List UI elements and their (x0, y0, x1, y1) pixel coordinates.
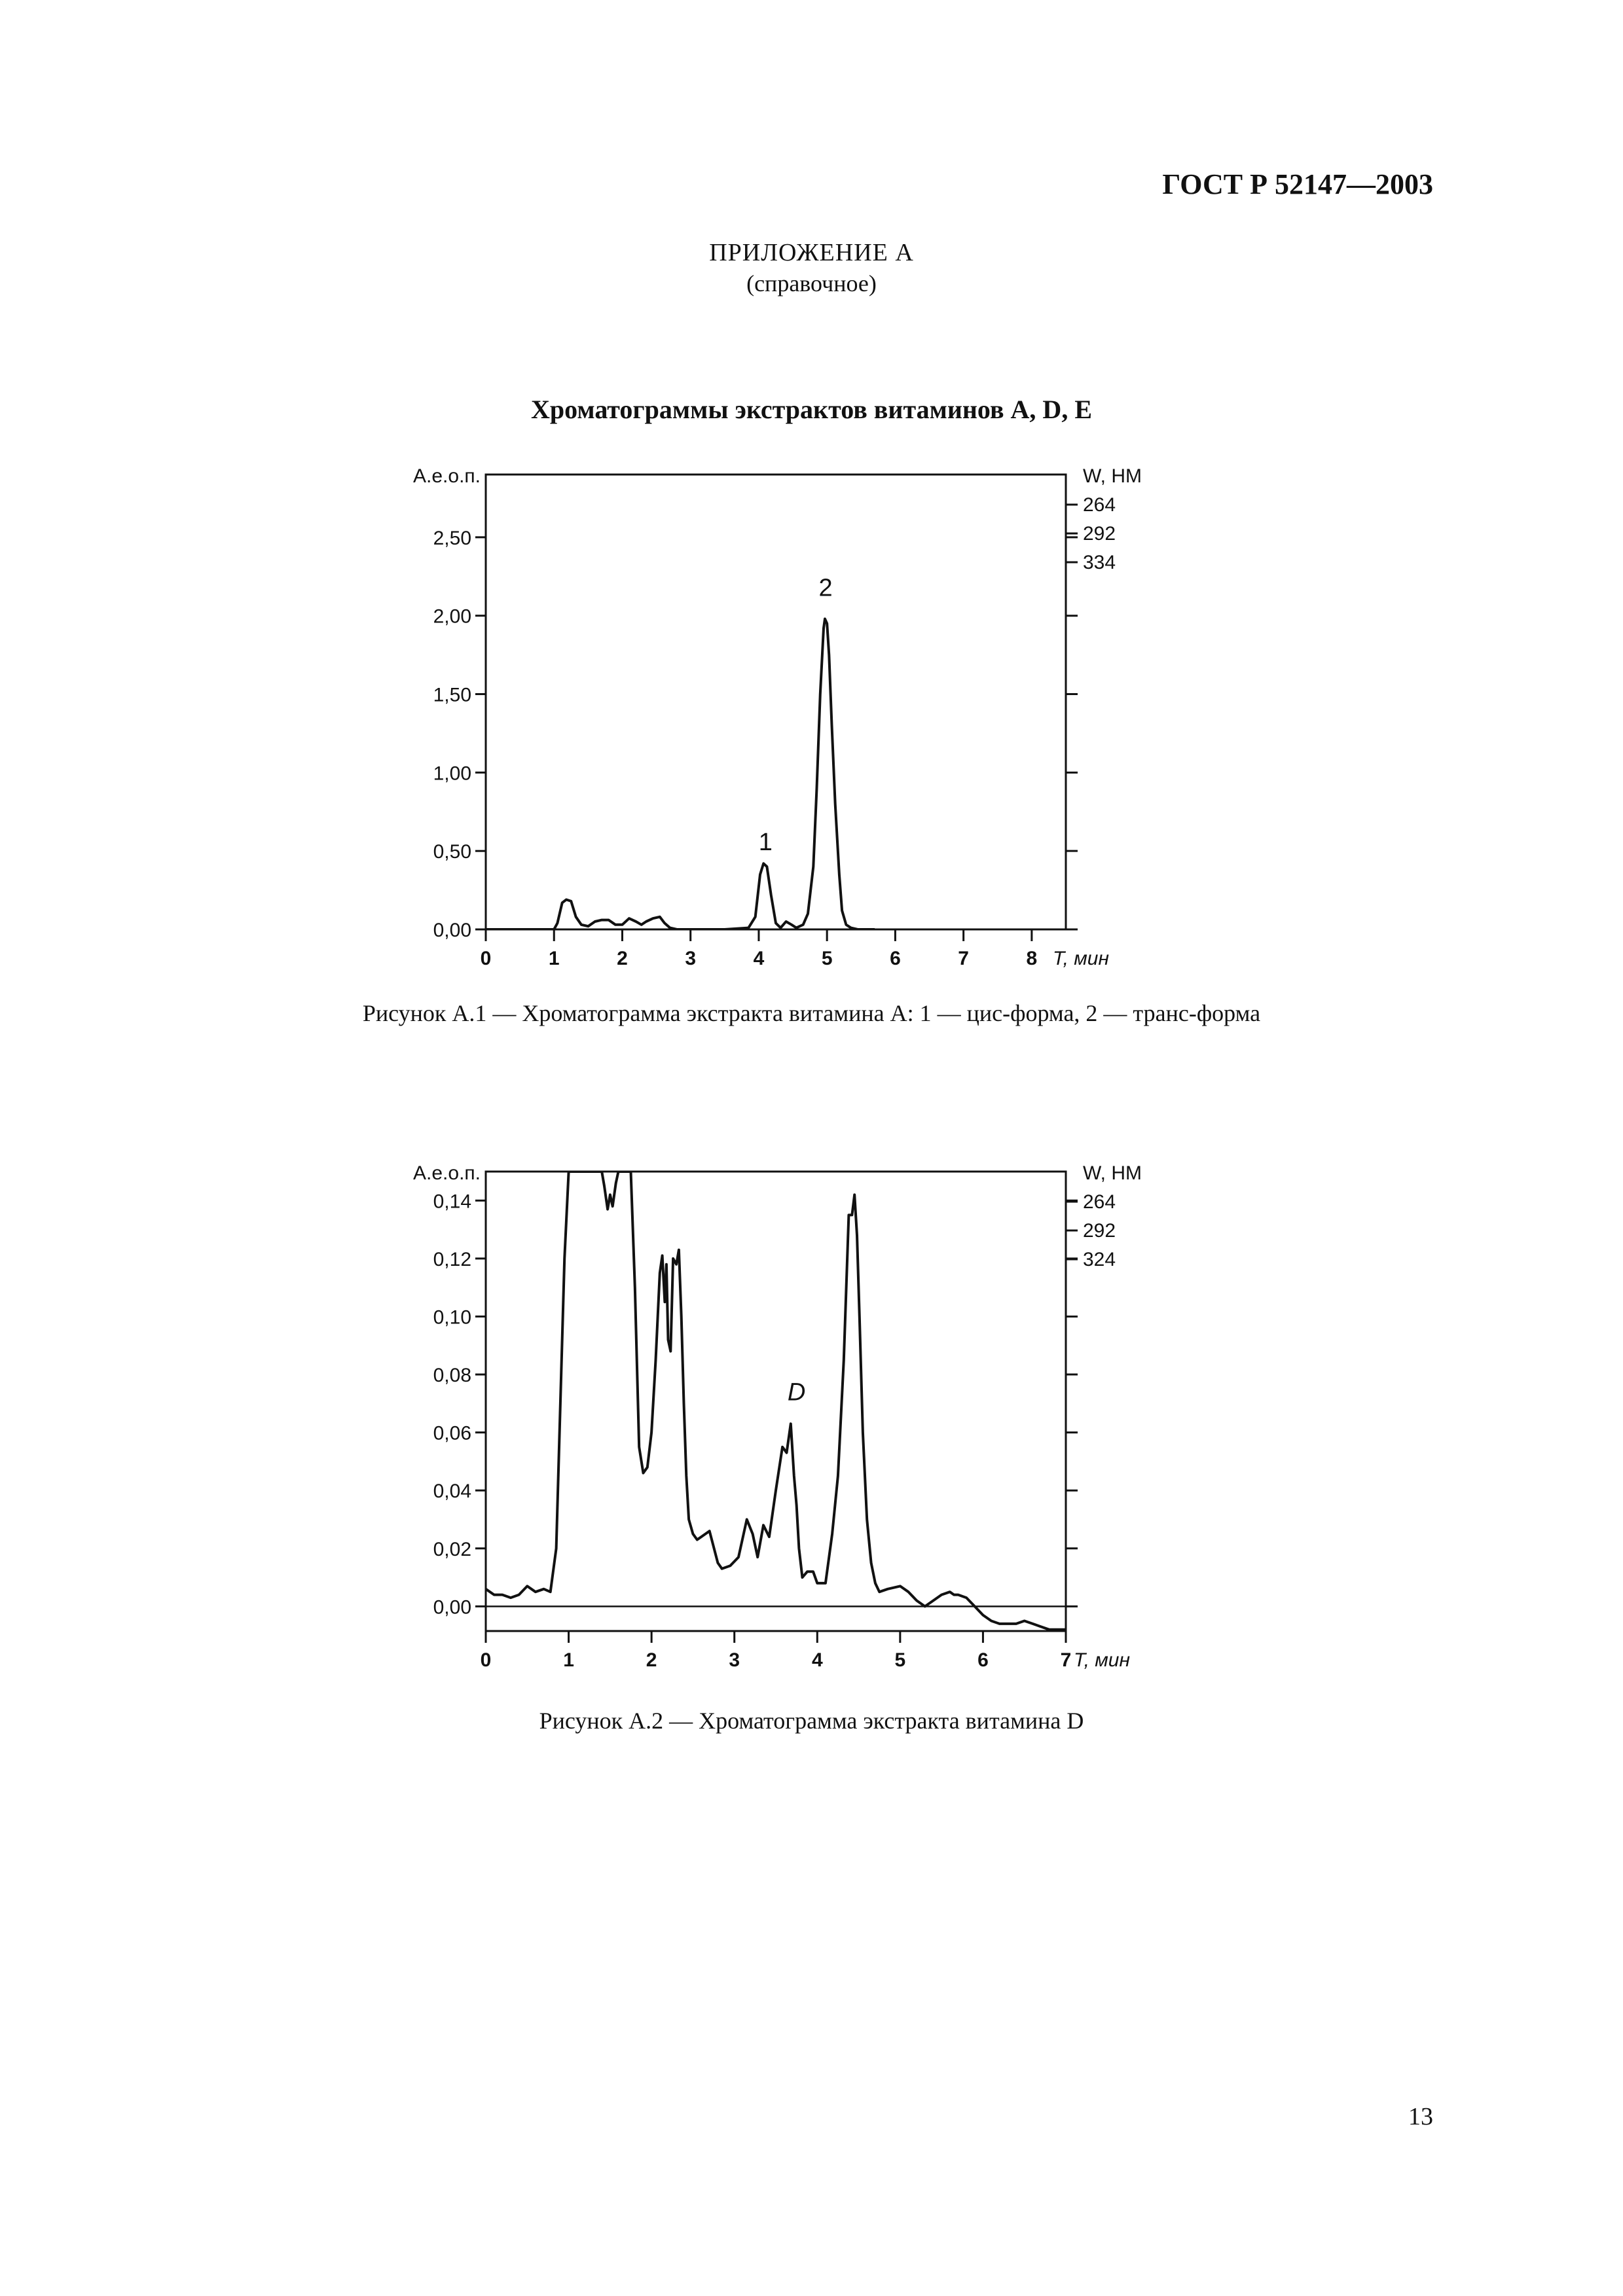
y-tick-label: 0,00 (433, 1596, 471, 1619)
plot-frame (486, 475, 1066, 929)
y-tick-label: 0,02 (433, 1538, 471, 1560)
x-tick-label: 1 (563, 1649, 574, 1671)
x-tick-label: 6 (977, 1649, 989, 1671)
section-title: Хроматограммы экстрактов витаминов A, D, E (531, 395, 1092, 424)
y-tick-label: 0,12 (433, 1248, 471, 1270)
y-axis-label: А.е.о.п. (413, 1162, 481, 1184)
standard-designation: ГОСТ Р 52147—2003 (1162, 168, 1433, 200)
x-axis-label: T, мин (1053, 948, 1110, 969)
x-tick-label: 5 (821, 948, 833, 969)
x-tick-label: 5 (894, 1649, 906, 1671)
right-axis-label: W, НМ (1083, 465, 1142, 487)
annex-title: ПРИЛОЖЕНИЕ А (709, 239, 914, 266)
y-axis-label: А.е.о.п. (413, 465, 481, 487)
x-tick-label: 2 (646, 1649, 657, 1671)
y-tick-label: 2,50 (433, 527, 471, 549)
x-tick-label: 4 (753, 948, 765, 969)
plot-frame (486, 1172, 1066, 1631)
x-tick-label: 4 (811, 1649, 823, 1671)
y-tick-label: 0,10 (433, 1306, 471, 1329)
chart-vitamin-a (0, 452, 1623, 988)
y-tick-label: 1,50 (433, 684, 471, 706)
x-tick-label: 7 (958, 948, 969, 969)
figure-a1-caption: Рисунок А.1 — Хроматограмма экстракта витамина А: 1 — цис-форма, 2 — транс-форма (362, 1000, 1261, 1026)
y-tick-label: 0,06 (433, 1422, 471, 1444)
y-tick-label: 0,50 (433, 841, 471, 863)
x-tick-label: 0 (480, 948, 492, 969)
x-tick-label: 6 (890, 948, 901, 969)
x-tick-label: 7 (1060, 1649, 1072, 1671)
peak-label: 2 (818, 574, 833, 602)
y-tick-label: 0,04 (433, 1480, 471, 1503)
wavelength-label: 334 (1083, 552, 1116, 573)
page-number: 13 (1408, 2103, 1433, 2130)
wavelength-label: 264 (1083, 1191, 1116, 1213)
x-tick-label: 8 (1026, 948, 1038, 969)
x-tick-label: 3 (729, 1649, 740, 1671)
y-tick-label: 1,00 (433, 762, 471, 785)
y-tick-label: 0,00 (433, 920, 471, 941)
wavelength-label: 324 (1083, 1249, 1116, 1270)
x-axis-label: T, мин (1074, 1649, 1131, 1671)
annex-type: (справочное) (746, 270, 877, 296)
chromatogram-line (486, 619, 875, 930)
y-tick-label: 0,08 (433, 1365, 471, 1387)
x-tick-label: 0 (480, 1649, 492, 1671)
wavelength-label: 292 (1083, 1220, 1116, 1242)
right-axis-label: W, НМ (1083, 1162, 1142, 1184)
x-tick-label: 1 (548, 948, 560, 969)
figure-a2-caption: Рисунок А.2 — Хроматограмма экстракта витамина D (539, 1708, 1084, 1734)
peak-label: D (787, 1378, 806, 1407)
wavelength-label: 264 (1083, 494, 1116, 516)
y-tick-label: 2,00 (433, 605, 471, 628)
x-tick-label: 2 (617, 948, 628, 969)
chart-vitamin-d (0, 1145, 1623, 1682)
chromatogram-line (486, 1172, 1066, 1630)
wavelength-label: 292 (1083, 523, 1116, 545)
x-tick-label: 3 (685, 948, 697, 969)
y-tick-label: 0,14 (433, 1191, 471, 1213)
peak-label: 1 (758, 828, 773, 856)
